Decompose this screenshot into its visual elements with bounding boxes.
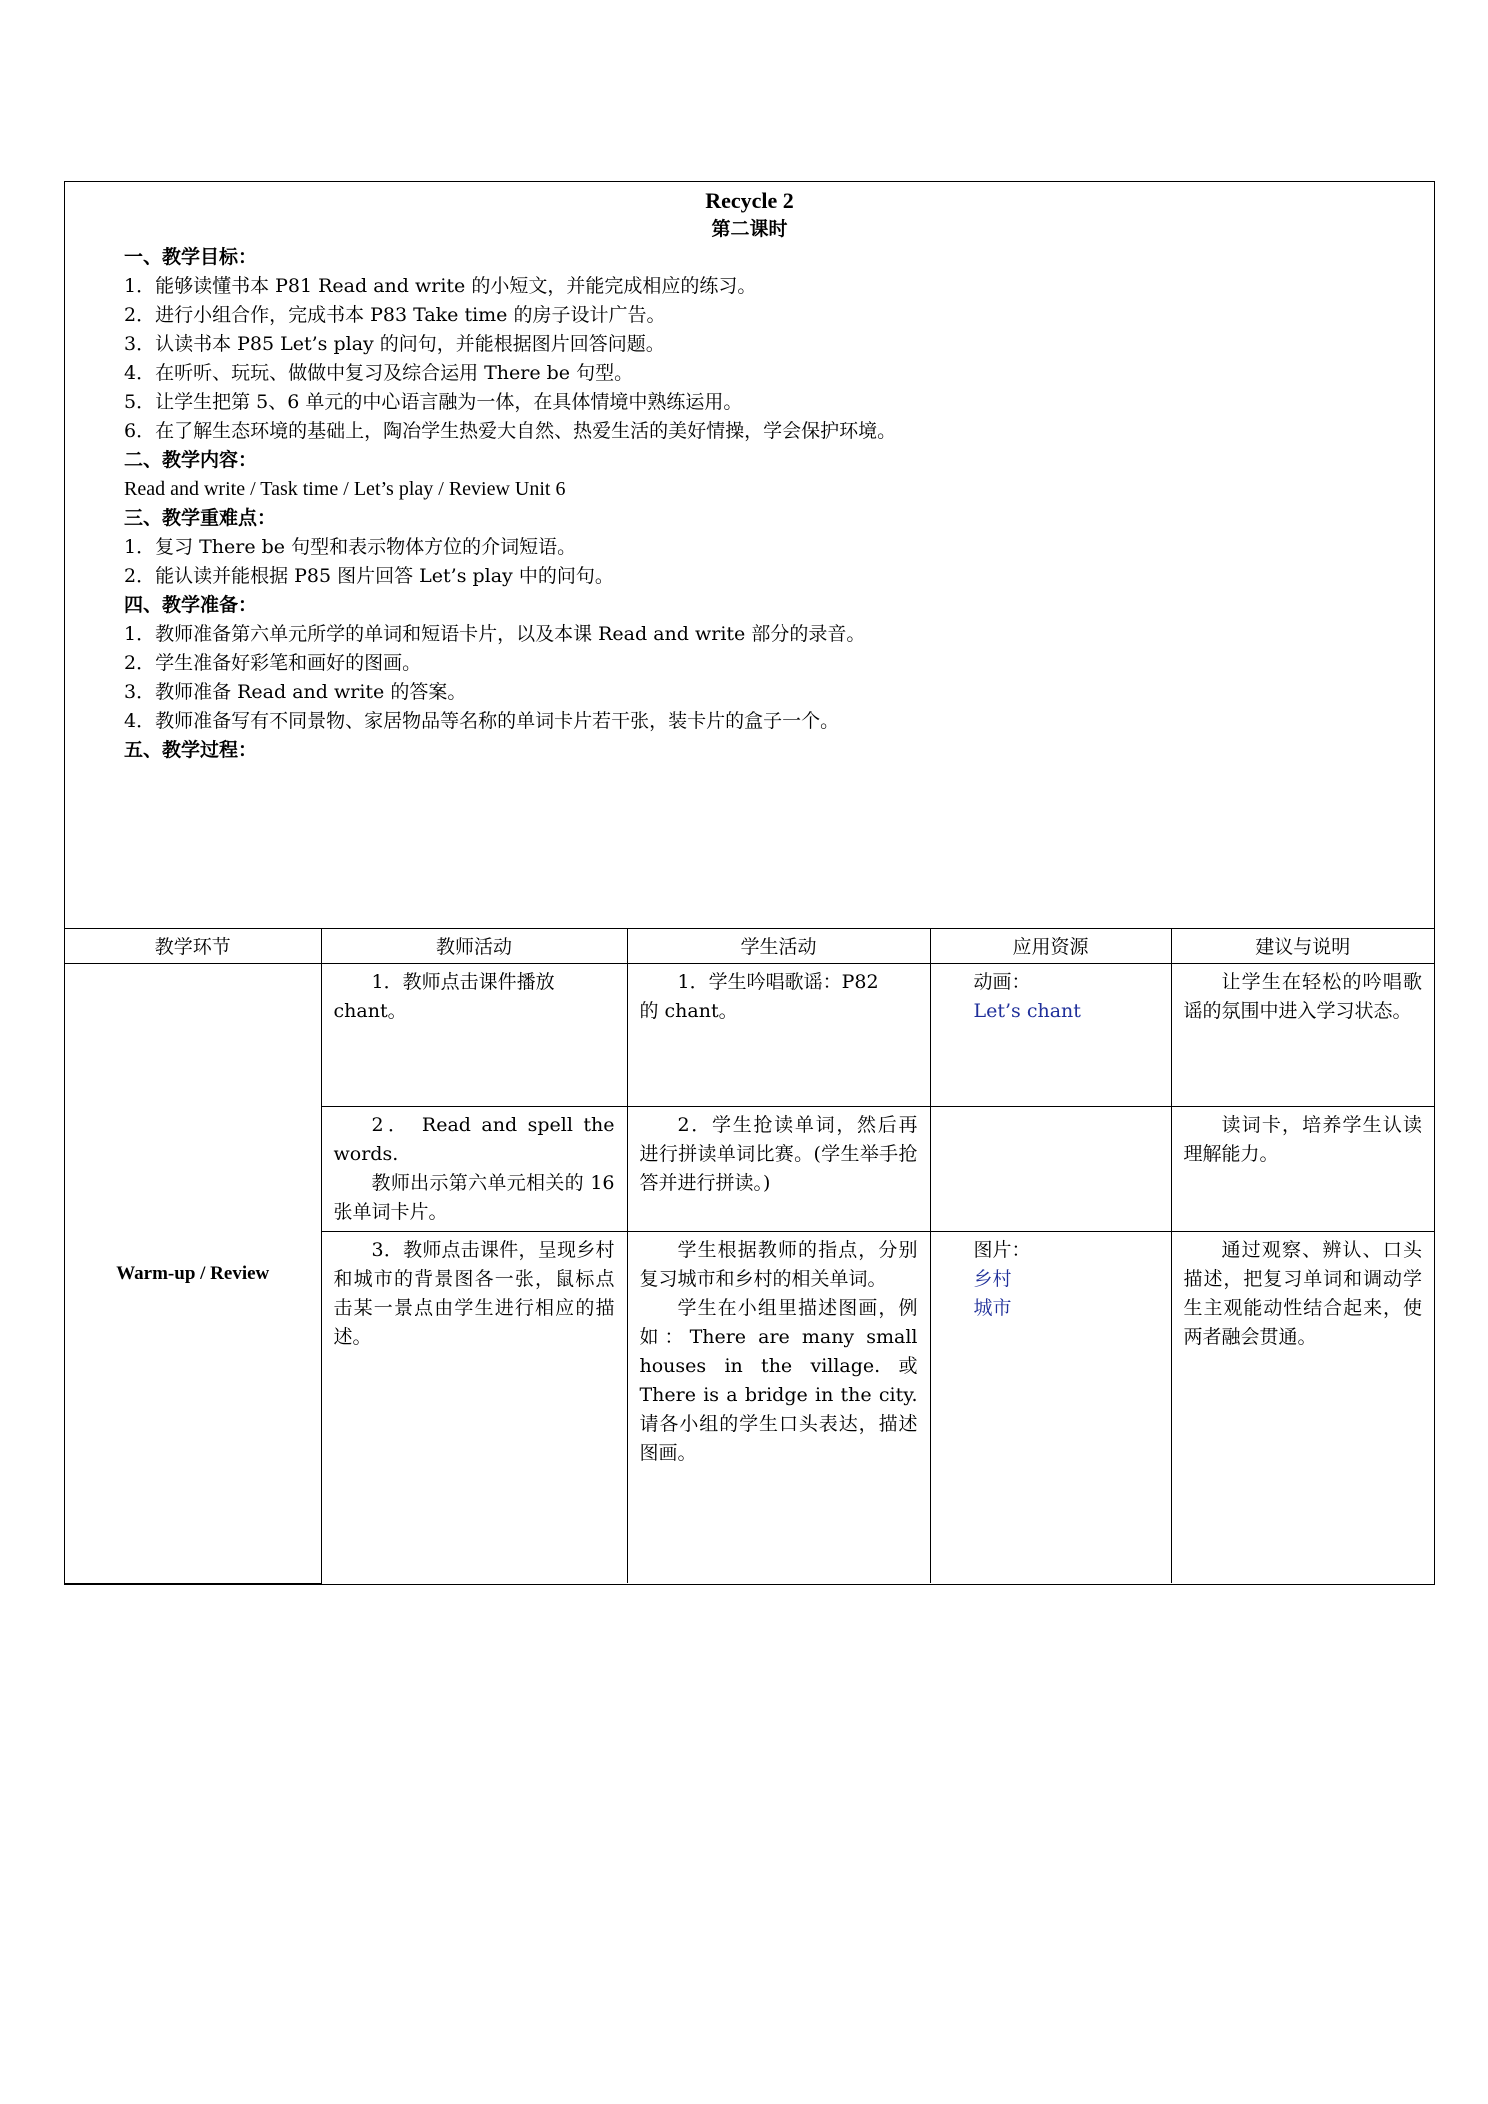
objective-item: 2．进行小组合作，完成书本 P83 Take time 的房子设计广告。 (124, 304, 666, 326)
teacher-activity-cell (321, 1231, 627, 1583)
teacher-activity-text: 3．教师点击课件，呈现乡村和城市的背景图各一张，鼠标点击某一景点由学生进行相应的描述。 (333, 1238, 615, 1348)
resource-cell (930, 1231, 1171, 1583)
resource-cell (930, 1106, 1171, 1231)
column-header: 应用资源 (930, 929, 1171, 963)
section-heading-objectives: 一、教学目标： (124, 246, 258, 268)
section-heading-process: 五、教学过程： (124, 739, 258, 761)
document-title: Recycle 2 (705, 188, 794, 213)
resource-link[interactable]: 城市 (973, 1296, 1012, 1319)
process-table (65, 929, 1434, 1584)
student-activity-cell (627, 963, 930, 1106)
resource-label: 动画： (973, 970, 1031, 993)
objective-item: 5．让学生把第 5、6 单元的中心语言融为一体，在具体情境中熟练运用。 (124, 391, 743, 413)
lesson-overview (65, 182, 1434, 929)
teacher-activity-text: 教师出示第六单元相关的 16 张单词卡片。 (333, 1171, 615, 1223)
preparation-item: 1．教师准备第六单元所学的单词和短语卡片，以及本课 Read and write 部分的录音。 (124, 623, 866, 645)
section-heading-preparation: 四、教学准备： (124, 594, 258, 616)
document-subtitle: 第二课时 (711, 218, 788, 240)
lesson-plan-document (64, 181, 1435, 1585)
overview-content (124, 243, 1414, 765)
note-cell (1171, 1231, 1434, 1583)
note-text: 让学生在轻松的吟唱歌谣的氛围中进入学习状态。 (1183, 970, 1422, 1022)
section-heading-keypoints: 三、教学重难点： (124, 507, 277, 529)
teacher-activity-text: 1．教师点击课件播放 (371, 970, 555, 993)
teacher-activity-cell (321, 1106, 627, 1231)
objective-item: 1．能够读懂书本 P81 Read and write 的小短文，并能完成相应的练习。 (124, 275, 757, 297)
content-line: Read and write / Task time / Let’s play / Review Unit 6 (124, 478, 566, 500)
column-header: 学生活动 (627, 929, 930, 963)
student-activity-text: 1．学生吟唱歌谣：P82 (677, 970, 879, 993)
column-header: 建议与说明 (1171, 929, 1434, 963)
table-row (65, 963, 1434, 1106)
section-heading-content: 二、教学内容： (124, 449, 258, 471)
student-activity-text: 学生根据教师的指点，分别复习城市和乡村的相关单词。 (639, 1238, 918, 1290)
note-cell (1171, 1106, 1434, 1231)
column-header: 教师活动 (321, 929, 627, 963)
teacher-activity-cell (321, 963, 627, 1106)
teacher-activity-text: chant。 (333, 999, 407, 1022)
teacher-activity-text: 2． Read and spell the words. (333, 1113, 615, 1165)
stage-cell: Warm-up / Review (65, 963, 321, 1583)
resource-link[interactable]: Let’s chant (973, 999, 1081, 1022)
student-activity-text: 的 chant。 (639, 999, 738, 1022)
column-header: 教学环节 (65, 929, 321, 963)
note-text: 读词卡，培养学生认读理解能力。 (1183, 1113, 1422, 1165)
resource-label: 图片： (973, 1238, 1031, 1261)
table-header-row (65, 929, 1434, 963)
keypoint-item: 1．复习 There be 句型和表示物体方位的介词短语。 (124, 536, 577, 558)
note-cell (1171, 963, 1434, 1106)
student-activity-text: 学生在小组里描述图画，例如：There are many small houses in the village. 或 There is a bridge in the city. 请各小组的学生口头表达，描述图画。 (639, 1296, 918, 1464)
preparation-item: 3．教师准备 Read and write 的答案。 (124, 681, 467, 703)
preparation-item: 4．教师准备写有不同景物、家居物品等名称的单词卡片若干张，装卡片的盒子一个。 (124, 710, 840, 732)
objective-item: 6．在了解生态环境的基础上，陶冶学生热爱大自然、热爱生活的美好情操，学会保护环境。 (124, 420, 897, 442)
keypoint-item: 2．能认读并能根据 P85 图片回答 Let’s play 中的问句。 (124, 565, 614, 587)
resource-link[interactable]: 乡村 (973, 1267, 1012, 1290)
student-activity-cell (627, 1231, 930, 1583)
resource-cell (930, 963, 1171, 1106)
preparation-item: 2．学生准备好彩笔和画好的图画。 (124, 652, 422, 674)
note-text: 通过观察、辨认、口头描述，把复习单词和调动学生主观能动性结合起来，使两者融会贯通。 (1183, 1238, 1422, 1348)
objective-item: 3．认读书本 P85 Let’s play 的问句，并能根据图片回答问题。 (124, 333, 665, 355)
student-activity-text: 2．学生抢读单词，然后再进行拼读单词比赛。(学生举手抢答并进行拼读。) (639, 1113, 918, 1194)
objective-item: 4．在听听、玩玩、做做中复习及综合运用 There be 句型。 (124, 362, 634, 384)
student-activity-cell (627, 1106, 930, 1231)
